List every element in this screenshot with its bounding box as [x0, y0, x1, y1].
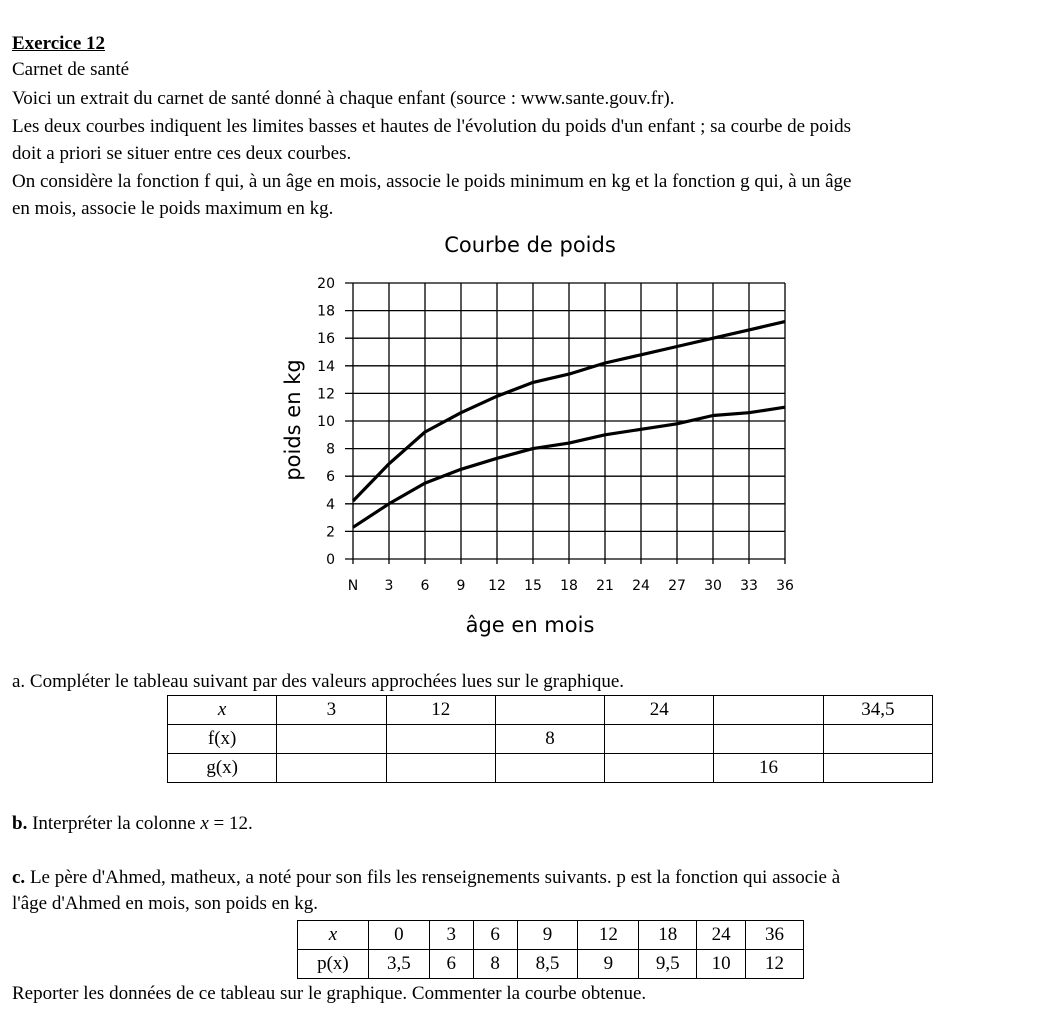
y-tick-label: 20 — [317, 276, 335, 292]
y-tick-label: 16 — [317, 331, 335, 348]
y-tick-label: 0 — [326, 552, 335, 568]
table-cell[interactable]: 34,5 — [823, 696, 932, 725]
intro-line-2: Les deux courbes indiquent les limites basses et hautes de l'évolution du poids d'un enfant ; sa courbe de poids — [12, 116, 851, 137]
table-row — [168, 696, 933, 725]
table-cell[interactable] — [823, 754, 932, 783]
intro-line-5: en mois, associe le poids maximum en kg. — [12, 198, 334, 219]
x-tick-label: 30 — [704, 578, 722, 594]
table-cell: 9,5 — [639, 950, 697, 979]
x-tick-label: 24 — [632, 578, 650, 594]
x-tick-label: 15 — [524, 578, 542, 594]
y-tick-label: 14 — [317, 358, 335, 375]
x-tick-label: 9 — [456, 578, 466, 594]
y-tick-label: 4 — [326, 496, 335, 513]
question-c-text-1: Le père d'Ahmed, matheux, a noté pour son fils les renseignements suivants. p est la fonction qui associe à — [25, 867, 841, 888]
exercise-title: Exercice 12 — [12, 33, 106, 54]
x-tick-label: 18 — [560, 578, 578, 594]
table-cell: x — [298, 921, 369, 950]
table-cell: g(x) — [168, 754, 277, 783]
x-axis-label: âge en mois — [465, 613, 595, 637]
table-cell: 24 — [697, 921, 746, 950]
table-cell: 9 — [578, 950, 639, 979]
table-cell: 3,5 — [368, 950, 429, 979]
table-cell[interactable] — [277, 754, 386, 783]
table-cell[interactable]: 16 — [714, 754, 823, 783]
intro-line-1: Voici un extrait du carnet de santé donné à chaque enfant (source : www.sante.gouv.fr). — [12, 88, 675, 109]
y-tick-label: 8 — [326, 441, 335, 458]
intro-line-4: On considère la fonction f qui, à un âge en mois, associe le poids minimum en kg et la fonction g qui, à un âge — [12, 171, 852, 192]
table-cell: 18 — [639, 921, 697, 950]
y-axis-label: poids en kg — [281, 359, 305, 481]
exercise-subtitle: Carnet de santé — [12, 59, 130, 80]
y-tick-label: 10 — [317, 414, 335, 430]
table-cell: 6 — [473, 921, 517, 950]
table-cell: x — [168, 696, 277, 725]
table-cell: 8 — [473, 950, 517, 979]
table-cell[interactable] — [714, 725, 823, 754]
table-row — [298, 950, 804, 979]
y-tick-label: 18 — [317, 303, 335, 320]
x-tick-label: 36 — [776, 578, 794, 594]
question-b — [12, 812, 253, 836]
table-row — [168, 725, 933, 754]
question-b-var: x — [200, 813, 209, 834]
x-tick-label: N — [347, 578, 359, 594]
x-tick-label: 27 — [668, 578, 686, 594]
x-tick-label: 3 — [384, 578, 394, 594]
table-cell[interactable] — [714, 696, 823, 725]
y-tick-label: 2 — [326, 524, 335, 541]
table-cell[interactable]: 12 — [386, 696, 495, 725]
chart-title: Courbe de poids — [444, 233, 616, 257]
question-c-line-2: l'âge d'Ahmed en mois, son poids en kg. — [12, 893, 319, 914]
question-b-rest: = 12. — [208, 813, 253, 834]
table-cell[interactable] — [495, 754, 604, 783]
table-p — [297, 920, 804, 979]
table-cell: 12 — [578, 921, 639, 950]
table-cell[interactable] — [277, 725, 386, 754]
x-tick-label: 21 — [596, 578, 614, 594]
table-cell: 36 — [746, 921, 804, 950]
question-c-final: Reporter les données de ce tableau sur le graphique. Commenter la courbe obtenue. — [12, 983, 647, 1004]
question-c-letter: c. — [12, 867, 26, 888]
table-row — [168, 754, 933, 783]
question-b-letter: b. — [12, 813, 28, 834]
table-cell: 9 — [517, 921, 578, 950]
question-b-text: Interpréter la colonne — [27, 813, 201, 834]
y-tick-label: 6 — [326, 469, 335, 486]
question-c-line-1 — [12, 866, 840, 890]
x-tick-label: 6 — [420, 578, 430, 594]
table-cell[interactable] — [495, 696, 604, 725]
table-cell: 6 — [429, 950, 473, 979]
table-cell: 10 — [697, 950, 746, 979]
question-a-text: a. Compléter le tableau suivant par des valeurs approchées lues sur le graphique. — [12, 671, 625, 692]
table-row — [298, 921, 804, 950]
table-cell[interactable]: 8 — [495, 725, 604, 754]
table-cell[interactable] — [605, 725, 714, 754]
y-tick-label: 12 — [317, 386, 335, 403]
table-f-g — [167, 695, 933, 783]
table-cell[interactable]: 24 — [605, 696, 714, 725]
table-cell[interactable] — [386, 725, 495, 754]
table-cell[interactable] — [823, 725, 932, 754]
x-tick-label: 12 — [488, 578, 506, 594]
intro-line-3: doit a priori se situer entre ces deux courbes. — [12, 143, 352, 164]
table-cell: 0 — [368, 921, 429, 950]
table-cell: f(x) — [168, 725, 277, 754]
table-cell[interactable] — [605, 754, 714, 783]
chart-grid — [345, 283, 785, 564]
table-cell: p(x) — [298, 950, 369, 979]
table-cell[interactable]: 3 — [277, 696, 386, 725]
table-cell[interactable] — [386, 754, 495, 783]
table-cell: 8,5 — [517, 950, 578, 979]
table-cell: 12 — [746, 950, 804, 979]
x-tick-label: 33 — [740, 578, 758, 594]
table-cell: 3 — [429, 921, 473, 950]
